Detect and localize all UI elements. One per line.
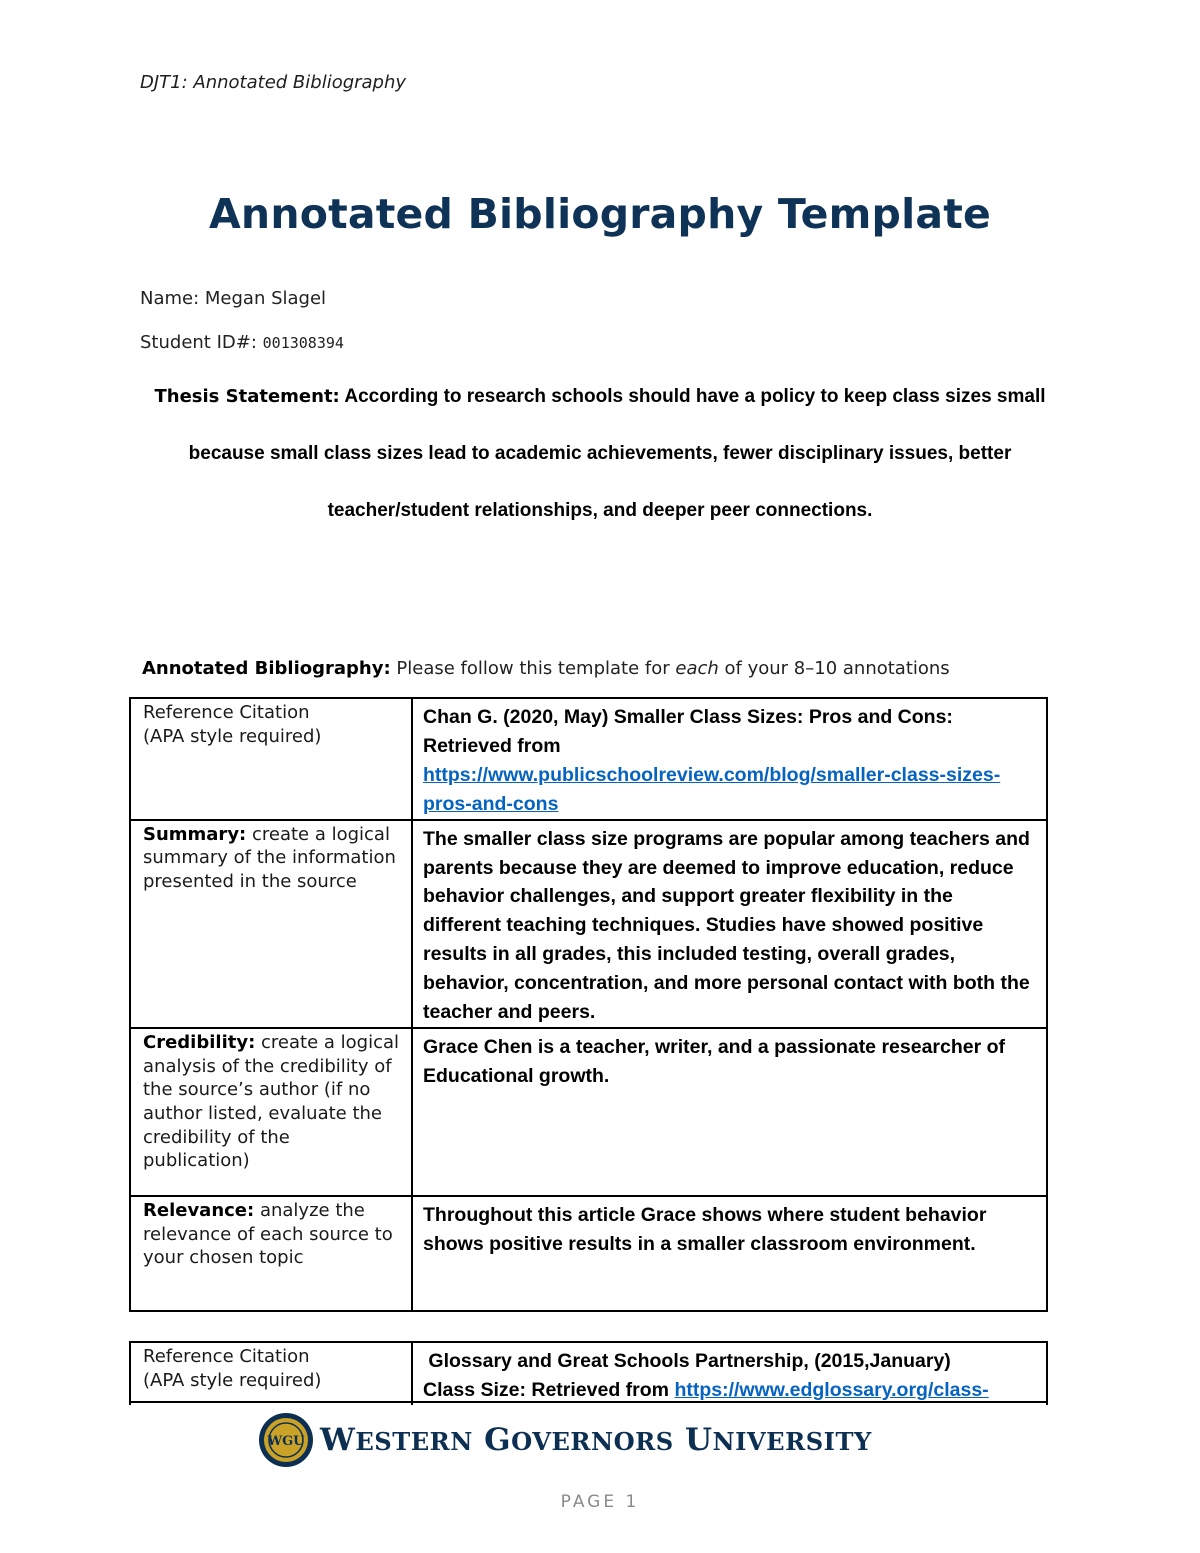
page-header: DJT1: Annotated Bibliography: [140, 72, 407, 93]
instructions-text-before: Please follow this template for: [396, 658, 670, 679]
citation-link[interactable]: https://www.publicschoolreview.com/blog/smaller-class-sizes-pros-and-cons: [423, 763, 1001, 815]
relevance-text: Throughout this article Grace shows where student behavior shows positive results in a smaller classroom environment.: [412, 1196, 1047, 1311]
thesis-label: Thesis Statement:: [154, 386, 340, 407]
citation-line-2: Class Size: Retrieved from: [423, 1378, 670, 1401]
instructions-text-after: of your 8–10 annotations: [724, 658, 950, 679]
logo-wordmark: WESTERN GOVERNORS UNIVERSITY: [320, 1422, 872, 1458]
thesis-statement: [130, 368, 1070, 539]
relevance-description: analyze the relevance of each source to your chosen topic: [143, 1199, 393, 1269]
student-name: [140, 288, 326, 309]
student-id-value: 001308394: [262, 334, 344, 352]
page-number: PAGE 1: [560, 1492, 640, 1512]
name-label: Name:: [140, 288, 200, 309]
citation-row: [130, 1342, 1047, 1405]
annotation-table-2: [129, 1341, 1048, 1405]
instructions-label: Annotated Bibliography:: [142, 658, 391, 679]
seal-text: WGU: [267, 1434, 305, 1449]
citation-value-cell: [412, 1342, 1047, 1405]
citation-label: Reference Citation: [143, 702, 310, 723]
instructions-emphasis: each: [675, 658, 719, 679]
citation-link[interactable]: https://www.edglossary.org/class-: [674, 1378, 989, 1401]
student-id: [140, 332, 344, 353]
relevance-label: Relevance:: [143, 1199, 255, 1221]
citation-sublabel: (APA style required): [143, 725, 322, 747]
summary-label-cell: [130, 820, 412, 1028]
summary-description: create a logical summary of the information presented in the source: [143, 823, 396, 893]
citation-value-cell: [412, 698, 1047, 820]
thesis-text: According to research schools should have a policy to keep class sizes small because small class sizes lead to academic achievements, fewer disciplinary issues, better teacher/student relationships, and deeper peer connections.: [188, 386, 1046, 521]
annotation-table-1: [129, 697, 1048, 1312]
credibility-row: [130, 1028, 1047, 1196]
relevance-row: [130, 1196, 1047, 1311]
summary-label: Summary:: [143, 823, 247, 845]
credibility-label: Credibility:: [143, 1031, 256, 1053]
citation-label: Reference Citation: [143, 1346, 310, 1367]
relevance-label-cell: [130, 1196, 412, 1311]
logo-text: [320, 1422, 872, 1458]
name-value: Megan Slagel: [204, 288, 327, 309]
instructions: [142, 658, 950, 679]
student-id-label: Student ID#:: [140, 332, 257, 353]
citation-label-cell: [130, 1342, 412, 1405]
summary-text: The smaller class size programs are popular among teachers and parents because they are deemed to improve education, reduce behavior challenges, and support greater flexibility in the different teaching techniques. Studies have showed positive results in all grades, this included testing, overall grades, behavior, concentration, and more personal contact with both the teacher and peers.: [412, 820, 1047, 1028]
citation-sublabel: (APA style required): [143, 1369, 322, 1391]
citation-row: [130, 698, 1047, 820]
summary-row: [130, 820, 1047, 1028]
page-title: Annotated Bibliography Template: [209, 190, 991, 238]
footer-divider: [129, 1401, 1048, 1403]
citation-label-cell: [130, 698, 412, 820]
citation-text: Chan G. (2020, May) Smaller Class Sizes: Pros and Cons: Retrieved from: [423, 706, 953, 757]
citation-line-1: Glossary and Great Schools Partnership, (2015,January): [428, 1350, 951, 1372]
wgu-seal-icon: [258, 1412, 314, 1468]
credibility-label-cell: [130, 1028, 412, 1196]
credibility-description: create a logical analysis of the credibility of the source’s author (if no author listed, evaluate the credibility of the publication): [143, 1031, 399, 1172]
credibility-text: Grace Chen is a teacher, writer, and a passionate researcher of Educational growth.: [412, 1028, 1047, 1196]
